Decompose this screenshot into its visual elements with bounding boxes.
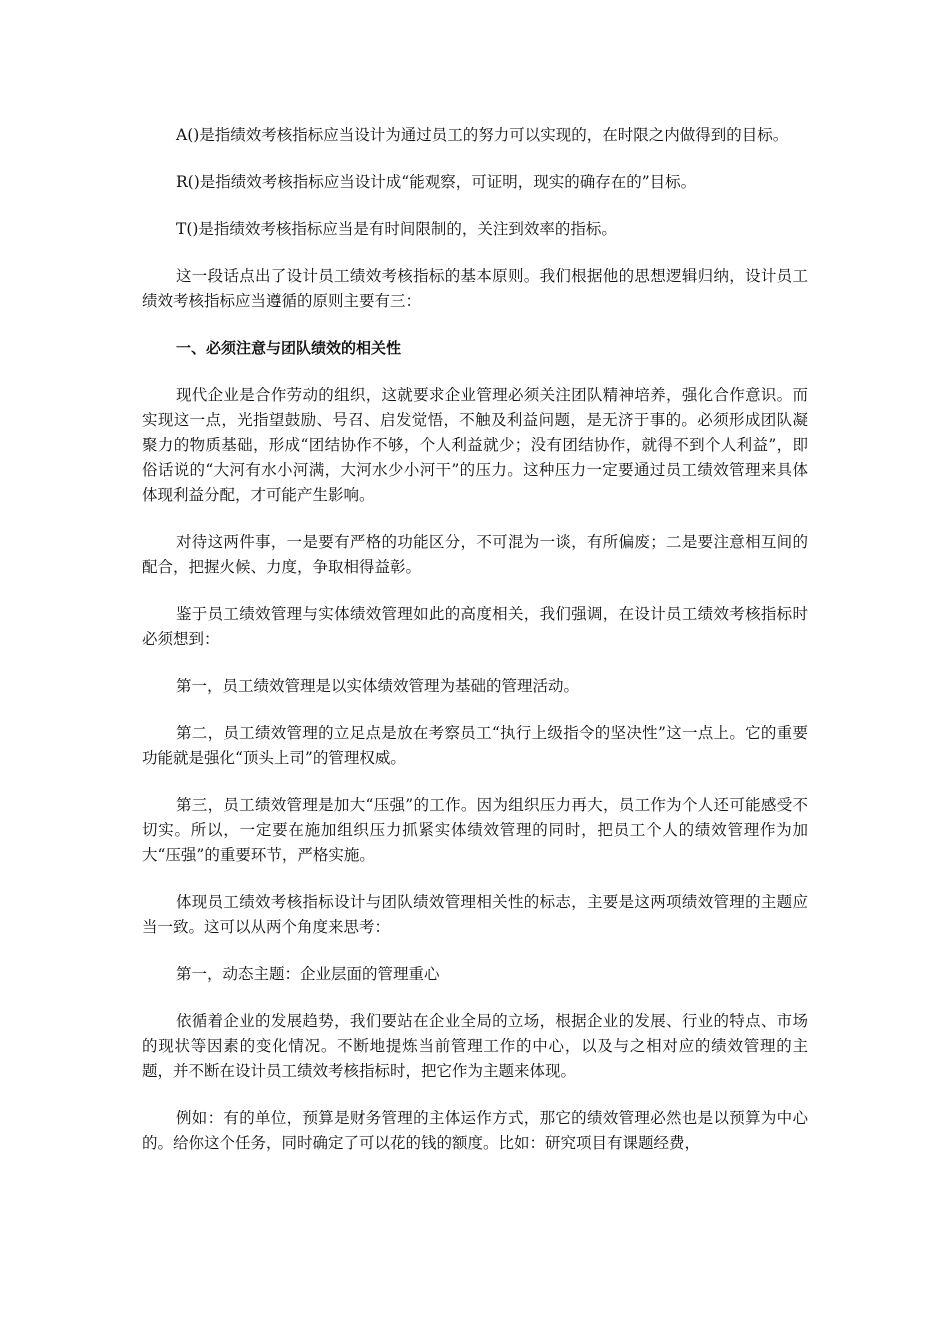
paragraph-modern-enterprise: 现代企业是合作劳动的组织，这就要求企业管理必须关注团队精神培养，强化合作意识。而实现这一点，光指望鼓励、号召、启发觉悟，不触及利益问题，是无济于事的。必须形成团队凝聚力的物质基础，形成“团结协作不够，个人利益就少；没有团结协作，就得不到个人利益”，即俗话说的“大河有水小河满，大河水少小河干”的压力。这种压力一定要通过员工绩效管理来具体体现利益分配，才可能产生影响。 <box>142 386 808 504</box>
paragraph-principles-intro: 这一段话点出了设计员工绩效考核指标的基本原则。我们根据他的思想逻辑归纳，设计员工绩效考核指标应当遵循的原则主要有三： <box>142 267 808 310</box>
paragraph-two-things: 对待这两件事，一是要有严格的功能区分，不可混为一谈，有所偏废；二是要注意相互间的配合，把握火候、力度，争取相得益彰。 <box>142 533 808 576</box>
paragraph-point-third: 第三，员工绩效管理是加大“压强”的工作。因为组织压力再大，员工作为个人还可能感受不切实。所以，一定要在施加组织压力抓紧实体绩效管理的同时，把员工个人的绩效管理作为加大“压强”的重要环节，严格实施。 <box>142 796 808 864</box>
paragraph-example-budget: 例如：有的单位，预算是财务管理的主体运作方式，那它的绩效管理必然也是以预算为中心的。给你这个任务，同时确定了可以花的钱的额度。比如：研究项目有课题经费， <box>142 1109 808 1152</box>
paragraph-t-definition: T()是指绩效考核指标应当是有时间限制的，关注到效率的指标。 <box>176 220 617 238</box>
paragraph-point-second: 第二，员工绩效管理的立足点是放在考察员工“执行上级指令的坚决性”这一点上。它的重要功能就是强化“顶头上司”的管理权威。 <box>142 724 808 767</box>
paragraph-point-first: 第一，员工绩效管理是以实体绩效管理为基础的管理活动。 <box>176 677 580 695</box>
paragraph-dynamic-theme: 第一，动态主题：企业层面的管理重心 <box>176 965 440 983</box>
paragraph-development-trend: 依循着企业的发展趋势，我们要站在企业全局的立场，根据企业的发展、行业的特点、市场的现状等因素的变化情况。不断地提炼当前管理工作的中心，以及与之相对应的绩效管理的主题，并不断在设计员工绩效考核指标时，把它作为主题来体现。 <box>142 1012 808 1080</box>
paragraph-relevance-sign: 体现员工绩效考核指标设计与团队绩效管理相关性的标志，主要是这两项绩效管理的主题应当一致。这可以从两个角度来思考： <box>142 893 808 936</box>
document-body <box>142 123 808 1178</box>
section-heading-team-relevance: 一、必须注意与团队绩效的相关性 <box>176 339 402 357</box>
paragraph-a-definition: A()是指绩效考核指标应当设计为通过员工的努力可以实现的，在时限之内做得到的目标。 <box>176 126 789 144</box>
paragraph-r-definition: R()是指绩效考核指标应当设计成“能观察，可证明，现实的确存在的”目标。 <box>176 173 697 191</box>
paragraph-must-consider: 鉴于员工绩效管理与实体绩效管理如此的高度相关，我们强调，在设计员工绩效考核指标时必须想到： <box>142 605 808 648</box>
